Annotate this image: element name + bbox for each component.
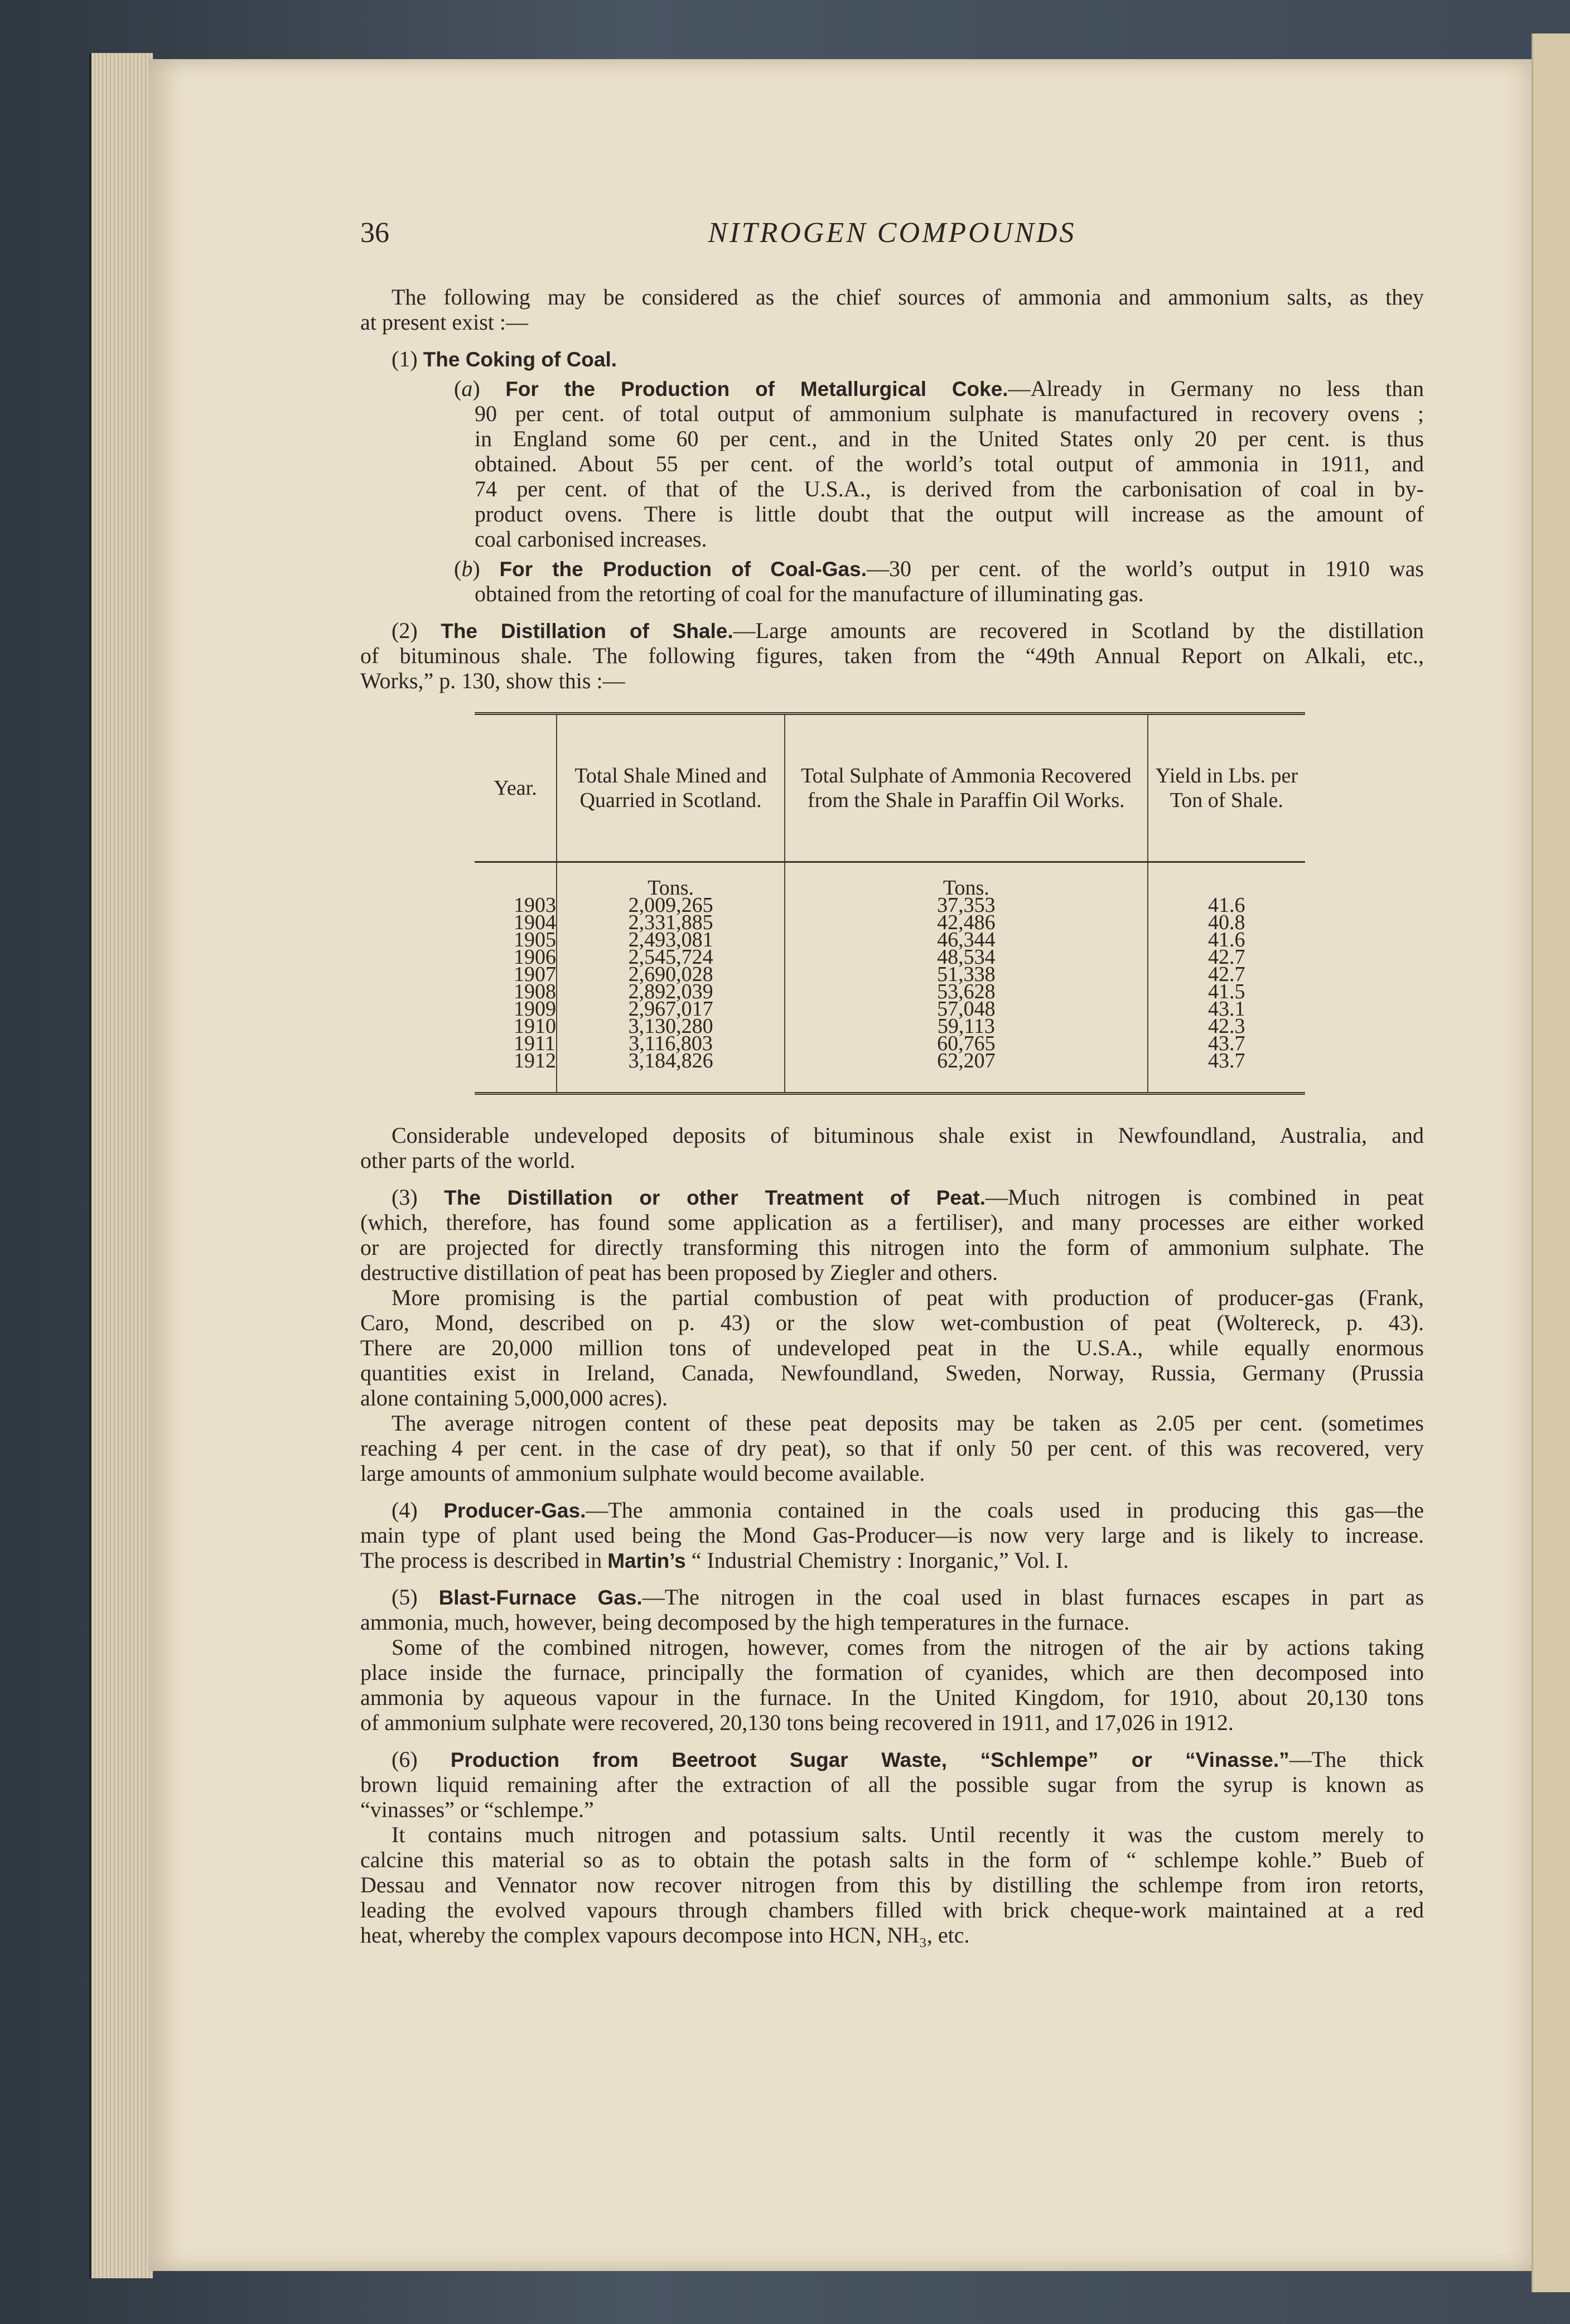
- table-cell: 1903: [514, 893, 556, 917]
- text-run: More promising is the partial combustion of peat with production of producer-gas (Frank,: [392, 1285, 1424, 1310]
- text-line: [360, 1710, 1424, 1735]
- text-run: (3): [392, 1185, 445, 1210]
- table-cell: 2,545,724: [557, 949, 785, 966]
- text-run: “vinasses” or “schlempe.”: [360, 1797, 594, 1822]
- column-header: Total Sulphate of Ammonia Recovered from the Shale in Paraffin Oil Works.: [785, 714, 1147, 862]
- text-run: destructive distillation of peat has been proposed by Ziegler and others.: [360, 1260, 998, 1285]
- text-line: [360, 310, 1424, 335]
- text-run: ): [472, 376, 506, 401]
- table-cell: 40.8: [1148, 914, 1305, 931]
- text-line: [360, 1523, 1424, 1548]
- paragraph: [360, 1185, 1424, 1486]
- text-run: other parts of the world.: [360, 1148, 576, 1173]
- table-cell: 2,967,017: [557, 1001, 785, 1018]
- text-line: [360, 376, 1424, 401]
- text-line: [360, 346, 1424, 371]
- text-run: (: [454, 556, 462, 581]
- text-line: [360, 1610, 1424, 1635]
- text-line: [360, 1747, 1424, 1772]
- running-title: NITROGEN COMPOUNDS: [708, 217, 1076, 249]
- text-line: [360, 1210, 1424, 1235]
- table-cell: 42.3: [1148, 1018, 1305, 1035]
- text-line: [360, 426, 1424, 451]
- text-run: “ Industrial Chemistry : Inorganic,” Vol. I.: [685, 1548, 1069, 1573]
- shale-table-section: [360, 712, 1424, 1095]
- text-line: [360, 1123, 1424, 1148]
- text-run: (1): [392, 346, 423, 371]
- table-cell: 1906: [514, 945, 556, 969]
- text-line: [360, 476, 1424, 501]
- text-run: (4): [392, 1497, 444, 1523]
- table-cell: 57,048: [785, 1001, 1147, 1018]
- text-run: The following may be considered as the chief sources of ammonia and ammonium salts, as they: [392, 284, 1424, 310]
- table-header-row: [475, 714, 1305, 862]
- unit-label: Tons.: [557, 862, 785, 897]
- paragraph: [360, 556, 1424, 606]
- bold-heading: The Distillation of Shale.: [441, 620, 733, 642]
- text-run: —Already in Germany no less than: [1008, 376, 1424, 401]
- table-cell: 1907: [514, 963, 556, 986]
- table-row: [475, 1035, 1305, 1052]
- text-line: [360, 1635, 1424, 1660]
- table-cell: 41.6: [1148, 931, 1305, 949]
- text-run: of ammonium sulphate were recovered, 20,130 tons being recovered in 1911, and 17,026 in 1912.: [360, 1710, 1234, 1735]
- paragraph: [360, 618, 1424, 693]
- paragraph: [360, 1584, 1424, 1735]
- bold-heading: The Coking of Coal.: [423, 348, 617, 371]
- bold-heading: Blast-Furnace Gas.: [438, 1586, 643, 1609]
- text-line: [360, 1497, 1424, 1523]
- page-edges: [89, 53, 153, 2278]
- table-row: [475, 1001, 1305, 1018]
- text-line: [360, 643, 1424, 668]
- text-run: It contains much nitrogen and potassium salts. Until recently it was the custom merely to: [392, 1822, 1424, 1847]
- text-run: The process is described in: [360, 1548, 608, 1573]
- table-row: [475, 1052, 1305, 1094]
- text-line: [360, 1922, 1424, 1948]
- table-cell: 2,493,081: [557, 931, 785, 949]
- column-header: Year.: [475, 714, 557, 862]
- text-run: —The thick: [1289, 1747, 1424, 1772]
- text-line: [360, 1872, 1424, 1897]
- text-run: product ovens. There is little doubt that the output will increase as the amount of: [475, 501, 1424, 526]
- text-line: [360, 1360, 1424, 1385]
- text-run: main type of plant used being the Mond Gas-Producer—is now very large and is likely to increase.: [360, 1523, 1424, 1548]
- italic-run: a: [461, 376, 473, 401]
- table-cell: 2,009,265: [557, 897, 785, 914]
- body-text: [360, 284, 1424, 1948]
- table-cell: 1911: [514, 1032, 555, 1055]
- text-run: calcine this material so as to obtain the potash salts in the form of “ schlempe kohle.” Bueb of: [360, 1847, 1424, 1872]
- column-header: Total Shale Mined and Quarried in Scotland.: [557, 714, 785, 862]
- shale-production-table: [475, 712, 1305, 1095]
- table-row: [475, 949, 1305, 966]
- table-cell: 1908: [514, 980, 556, 1003]
- text-line: [360, 1260, 1424, 1285]
- text-run: or are projected for directly transforming this nitrogen into the form of ammonium sulphate. The: [360, 1235, 1424, 1260]
- table-cell: 2,690,028: [557, 966, 785, 983]
- paragraph: [360, 376, 1424, 552]
- text-run: There are 20,000 million tons of undeveloped peat in the U.S.A., while equally enormous: [360, 1335, 1424, 1360]
- text-run: (6): [392, 1747, 451, 1772]
- bold-heading: For the Production of Coal-Gas.: [499, 558, 867, 581]
- table-row: [475, 914, 1305, 931]
- text-run: obtained from the retorting of coal for the manufacture of illuminating gas.: [475, 581, 1144, 606]
- text-line: [360, 1285, 1424, 1310]
- table-cell: 53,628: [785, 983, 1147, 1001]
- paragraph: [360, 1123, 1424, 1173]
- text-run: leading the evolved vapours through chambers filled with brick cheque-work maintained at a red: [360, 1897, 1424, 1922]
- table-cell: 43.1: [1148, 1001, 1305, 1018]
- text-run: coal carbonised increases.: [475, 526, 707, 552]
- text-run: Considerable undeveloped deposits of bituminous shale exist in Newfoundland, Australia, and: [392, 1123, 1424, 1148]
- table-row: [475, 1018, 1305, 1035]
- text-run: —Large amounts are recovered in Scotland by the distillation: [733, 618, 1424, 643]
- text-run: 74 per cent. of that of the U.S.A., is derived from the carbonisation of coal in by-: [475, 476, 1424, 501]
- bold-heading: For the Production of Metallurgical Coke.: [505, 378, 1008, 400]
- units-row: [475, 862, 1305, 897]
- table-cell: 1910: [514, 1014, 556, 1038]
- table-cell: 42.7: [1148, 966, 1305, 983]
- text-run: Dessau and Vennator now recover nitrogen from this by distilling the schlempe from iron retorts,: [360, 1872, 1424, 1897]
- paragraph: [360, 1497, 1424, 1573]
- unit-label: [1148, 862, 1305, 897]
- text-line: [360, 1185, 1424, 1210]
- paragraph: [360, 284, 1424, 335]
- text-run: ammonia, much, however, being decomposed by the high temperatures in the furnace.: [360, 1610, 1130, 1635]
- text-run: reaching 4 per cent. in the case of dry peat), so that if only 50 per cent. of this was recovered, very: [360, 1436, 1424, 1461]
- table-cell: 43.7: [1148, 1035, 1305, 1052]
- paragraph: [360, 1747, 1424, 1948]
- table-cell: 37,353: [785, 897, 1147, 914]
- table-cell: 43.7: [1148, 1052, 1305, 1094]
- text-run: 90 per cent. of total output of ammonium sulphate is manufactured in recovery ovens ;: [475, 401, 1424, 426]
- text-run: (which, therefore, has found some application as a fertiliser), and many processes are either worked: [360, 1210, 1424, 1235]
- text-line: [360, 1685, 1424, 1710]
- text-run: alone containing 5,000,000 acres).: [360, 1385, 668, 1410]
- text-line: [360, 501, 1424, 526]
- italic-run: b: [461, 556, 473, 581]
- text-line: [360, 1335, 1424, 1360]
- text-line: [360, 1772, 1424, 1797]
- paragraph: [360, 346, 1424, 371]
- text-run: ): [472, 556, 500, 581]
- unit-label: Tons.: [785, 862, 1147, 897]
- text-run: obtained. About 55 per cent. of the world’s total output of ammonia in 1911, and: [475, 451, 1424, 476]
- text-line: [360, 1797, 1424, 1822]
- table-cell: 48,534: [785, 949, 1147, 966]
- text-line: [360, 1548, 1424, 1573]
- table-cell: 3,130,280: [557, 1018, 785, 1035]
- text-run: The average nitrogen content of these peat deposits may be taken as 2.05 per cent. (sometimes: [392, 1410, 1424, 1436]
- table-cell: 41.6: [1148, 897, 1305, 914]
- text-run: —The nitrogen in the coal used in blast furnaces escapes in part as: [642, 1584, 1424, 1610]
- text-line: [360, 1660, 1424, 1685]
- table-cell: 62,207: [785, 1052, 1147, 1094]
- text-run: (5): [392, 1584, 439, 1610]
- table-row: [475, 897, 1305, 914]
- text-line: [360, 1461, 1424, 1486]
- page-number: 36: [360, 217, 389, 249]
- text-run: —The ammonia contained in the coals used in producing this gas—the: [586, 1497, 1424, 1523]
- next-page-edge: [1532, 33, 1570, 2292]
- table-cell: 1905: [514, 928, 556, 951]
- text-line: [360, 1897, 1424, 1922]
- table-row: [475, 983, 1305, 1001]
- text-run: quantities exist in Ireland, Canada, Newfoundland, Sweden, Norway, Russia, Germany (Prussia: [360, 1360, 1424, 1385]
- bold-heading: The Distillation or other Treatment of Peat.: [444, 1186, 986, 1209]
- text-run: (2): [392, 618, 441, 643]
- text-line: [360, 1385, 1424, 1410]
- table-cell: 1912: [514, 1049, 556, 1072]
- table-cell: 42,486: [785, 914, 1147, 931]
- text-run: place inside the furnace, principally the formation of cyanides, which are then decomposed into: [360, 1660, 1424, 1685]
- text-line: [360, 1410, 1424, 1436]
- table-cell: 59,113: [785, 1018, 1147, 1035]
- text-line: [360, 1148, 1424, 1173]
- text-run: large amounts of ammonium sulphate would become available.: [360, 1461, 925, 1486]
- page-header: [360, 216, 1424, 250]
- text-line: [360, 451, 1424, 476]
- text-line: [360, 1235, 1424, 1260]
- text-run: at present exist :—: [360, 310, 529, 335]
- text-line: [360, 581, 1424, 606]
- text-run: brown liquid remaining after the extraction of all the possible sugar from the syrup is known as: [360, 1772, 1424, 1797]
- text-run: heat, whereby the complex vapours decompose into HCN, NH₃, etc.: [360, 1922, 970, 1948]
- table-cell: 46,344: [785, 931, 1147, 949]
- text-run: Some of the combined nitrogen, however, comes from the nitrogen of the air by actions taking: [392, 1635, 1424, 1660]
- bold-heading: Production from Beetroot Sugar Waste, “Schlempe” or “Vinasse.”: [450, 1748, 1289, 1771]
- text-run: Works,” p. 130, show this :—: [360, 668, 625, 693]
- text-run: —Much nitrogen is combined in peat: [986, 1185, 1424, 1210]
- text-line: [360, 1436, 1424, 1461]
- text-line: [360, 526, 1424, 552]
- text-run: —30 per cent. of the world’s output in 1910 was: [867, 556, 1424, 581]
- bold-heading: Martin’s: [607, 1549, 686, 1572]
- table-row: [475, 966, 1305, 983]
- text-run: Caro, Mond, described on p. 43) or the slow wet-combustion of peat (Woltereck, p. 43).: [360, 1310, 1424, 1335]
- table-row: [475, 931, 1305, 949]
- text-line: [360, 284, 1424, 310]
- text-line: [360, 1847, 1424, 1872]
- text-run: (: [454, 376, 462, 401]
- text-line: [360, 401, 1424, 426]
- text-line: [360, 618, 1424, 643]
- text-line: [360, 1584, 1424, 1610]
- text-line: [360, 668, 1424, 693]
- table-cell: 1904: [514, 911, 556, 934]
- table-cell: 42.7: [1148, 949, 1305, 966]
- text-run: in England some 60 per cent., and in the United States only 20 per cent. is thus: [475, 426, 1424, 451]
- text-line: [360, 556, 1424, 581]
- text-line: [360, 1310, 1424, 1335]
- column-header: Yield in Lbs. per Ton of Shale.: [1148, 714, 1305, 862]
- text-run: of bituminous shale. The following figures, taken from the “49th Annual Report on Alkali, etc.,: [360, 643, 1424, 668]
- text-run: ammonia by aqueous vapour in the furnace. In the United Kingdom, for 1910, about 20,130 tons: [360, 1685, 1424, 1710]
- table-cell: 3,116,803: [557, 1035, 785, 1052]
- table-cell: 60,765: [785, 1035, 1147, 1052]
- table-cell: 2,892,039: [557, 983, 785, 1001]
- bold-heading: Producer-Gas.: [443, 1499, 586, 1522]
- unit-label: [475, 862, 557, 897]
- table-cell: 41.5: [1148, 983, 1305, 1001]
- table-cell: 51,338: [785, 966, 1147, 983]
- text-line: [360, 1822, 1424, 1847]
- table-cell: 1909: [514, 997, 556, 1021]
- table-cell: 2,331,885: [557, 914, 785, 931]
- table-cell: 3,184,826: [557, 1052, 785, 1094]
